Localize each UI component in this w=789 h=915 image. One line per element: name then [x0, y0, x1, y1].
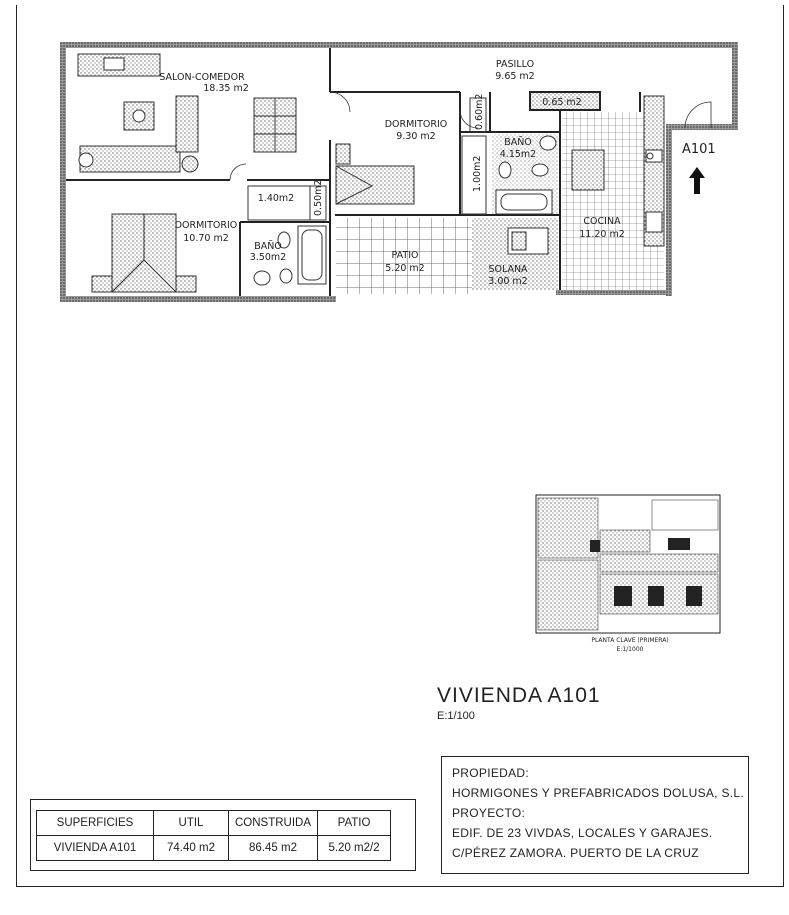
superficies-table	[36, 810, 391, 861]
drawing-scale: E:1/100	[437, 710, 475, 722]
propiedad-value: HORMIGONES Y PREFABRICADOS DOLUSA, S.L.	[452, 786, 744, 800]
label-salon: SALON-COMEDOR	[159, 72, 245, 83]
table-cell: VIVIENDA A101	[37, 836, 154, 861]
table-cell: 86.45 m2	[229, 836, 318, 861]
label-bano1: BAÑO	[504, 137, 532, 148]
area-pasillo: 9.65 m2	[495, 71, 535, 82]
superficies-box	[30, 799, 416, 871]
table-cell: 74.40 m2	[154, 836, 229, 861]
area-140: 1.40m2	[257, 193, 295, 204]
proyecto-label: PROYECTO:	[452, 806, 526, 820]
dormitorio1-furniture	[336, 144, 414, 204]
floor-plan	[0, 0, 789, 330]
label-dormitorio1: DORMITORIO	[384, 119, 448, 130]
area-bano1: 4.15m2	[499, 149, 537, 160]
label-patio: PATIO	[391, 250, 419, 261]
area-065: 0.65 m2	[542, 97, 582, 108]
area-salon: 18.35 m2	[203, 83, 249, 94]
project-address: C/PÉREZ ZAMORA. PUERTO DE LA CRUZ	[452, 846, 699, 860]
label-cocina: COCINA	[583, 216, 621, 227]
header-cell: UTIL	[154, 811, 229, 836]
area-dormitorio1: 9.30 m2	[396, 131, 436, 142]
header-cell: PATIO	[318, 811, 391, 836]
proyecto-value: EDIF. DE 23 VIVDAS, LOCALES Y GARAJES.	[452, 826, 713, 840]
propiedad-label: PROPIEDAD:	[452, 766, 530, 780]
area-050: 0.50m2	[313, 179, 324, 216]
label-dormitorio2: DORMITORIO	[174, 220, 238, 231]
unit-tag: A101	[682, 142, 716, 157]
project-info-box	[441, 756, 749, 874]
area-solana: 3.00 m2	[488, 276, 528, 287]
area-patio: 5.20 m2	[385, 263, 425, 274]
key-plan-scale: E:1/1000	[616, 646, 644, 653]
area-060: 0.60m2	[474, 93, 485, 130]
area-100: 1.00m2	[472, 155, 483, 192]
area-dormitorio2: 10.70 m2	[183, 233, 229, 244]
key-plan-caption: PLANTA CLAVE (PRIMERA)	[591, 637, 669, 644]
entrance-arrow-icon	[689, 167, 705, 194]
table-cell: 5.20 m2/2	[318, 836, 391, 861]
key-plan	[530, 490, 730, 660]
drawing-title: VIVIENDA A101	[437, 684, 601, 707]
header-cell: SUPERFICIES	[37, 811, 154, 836]
header-cell: CONSTRUIDA	[229, 811, 318, 836]
label-solana: SOLANA	[488, 264, 528, 275]
label-pasillo: PASILLO	[495, 59, 535, 70]
area-cocina: 11.20 m2	[579, 229, 625, 240]
label-bano2: BAÑO	[254, 241, 282, 252]
table-row	[37, 836, 391, 861]
table-header-row	[37, 811, 391, 836]
area-bano2: 3.50m2	[249, 252, 287, 263]
